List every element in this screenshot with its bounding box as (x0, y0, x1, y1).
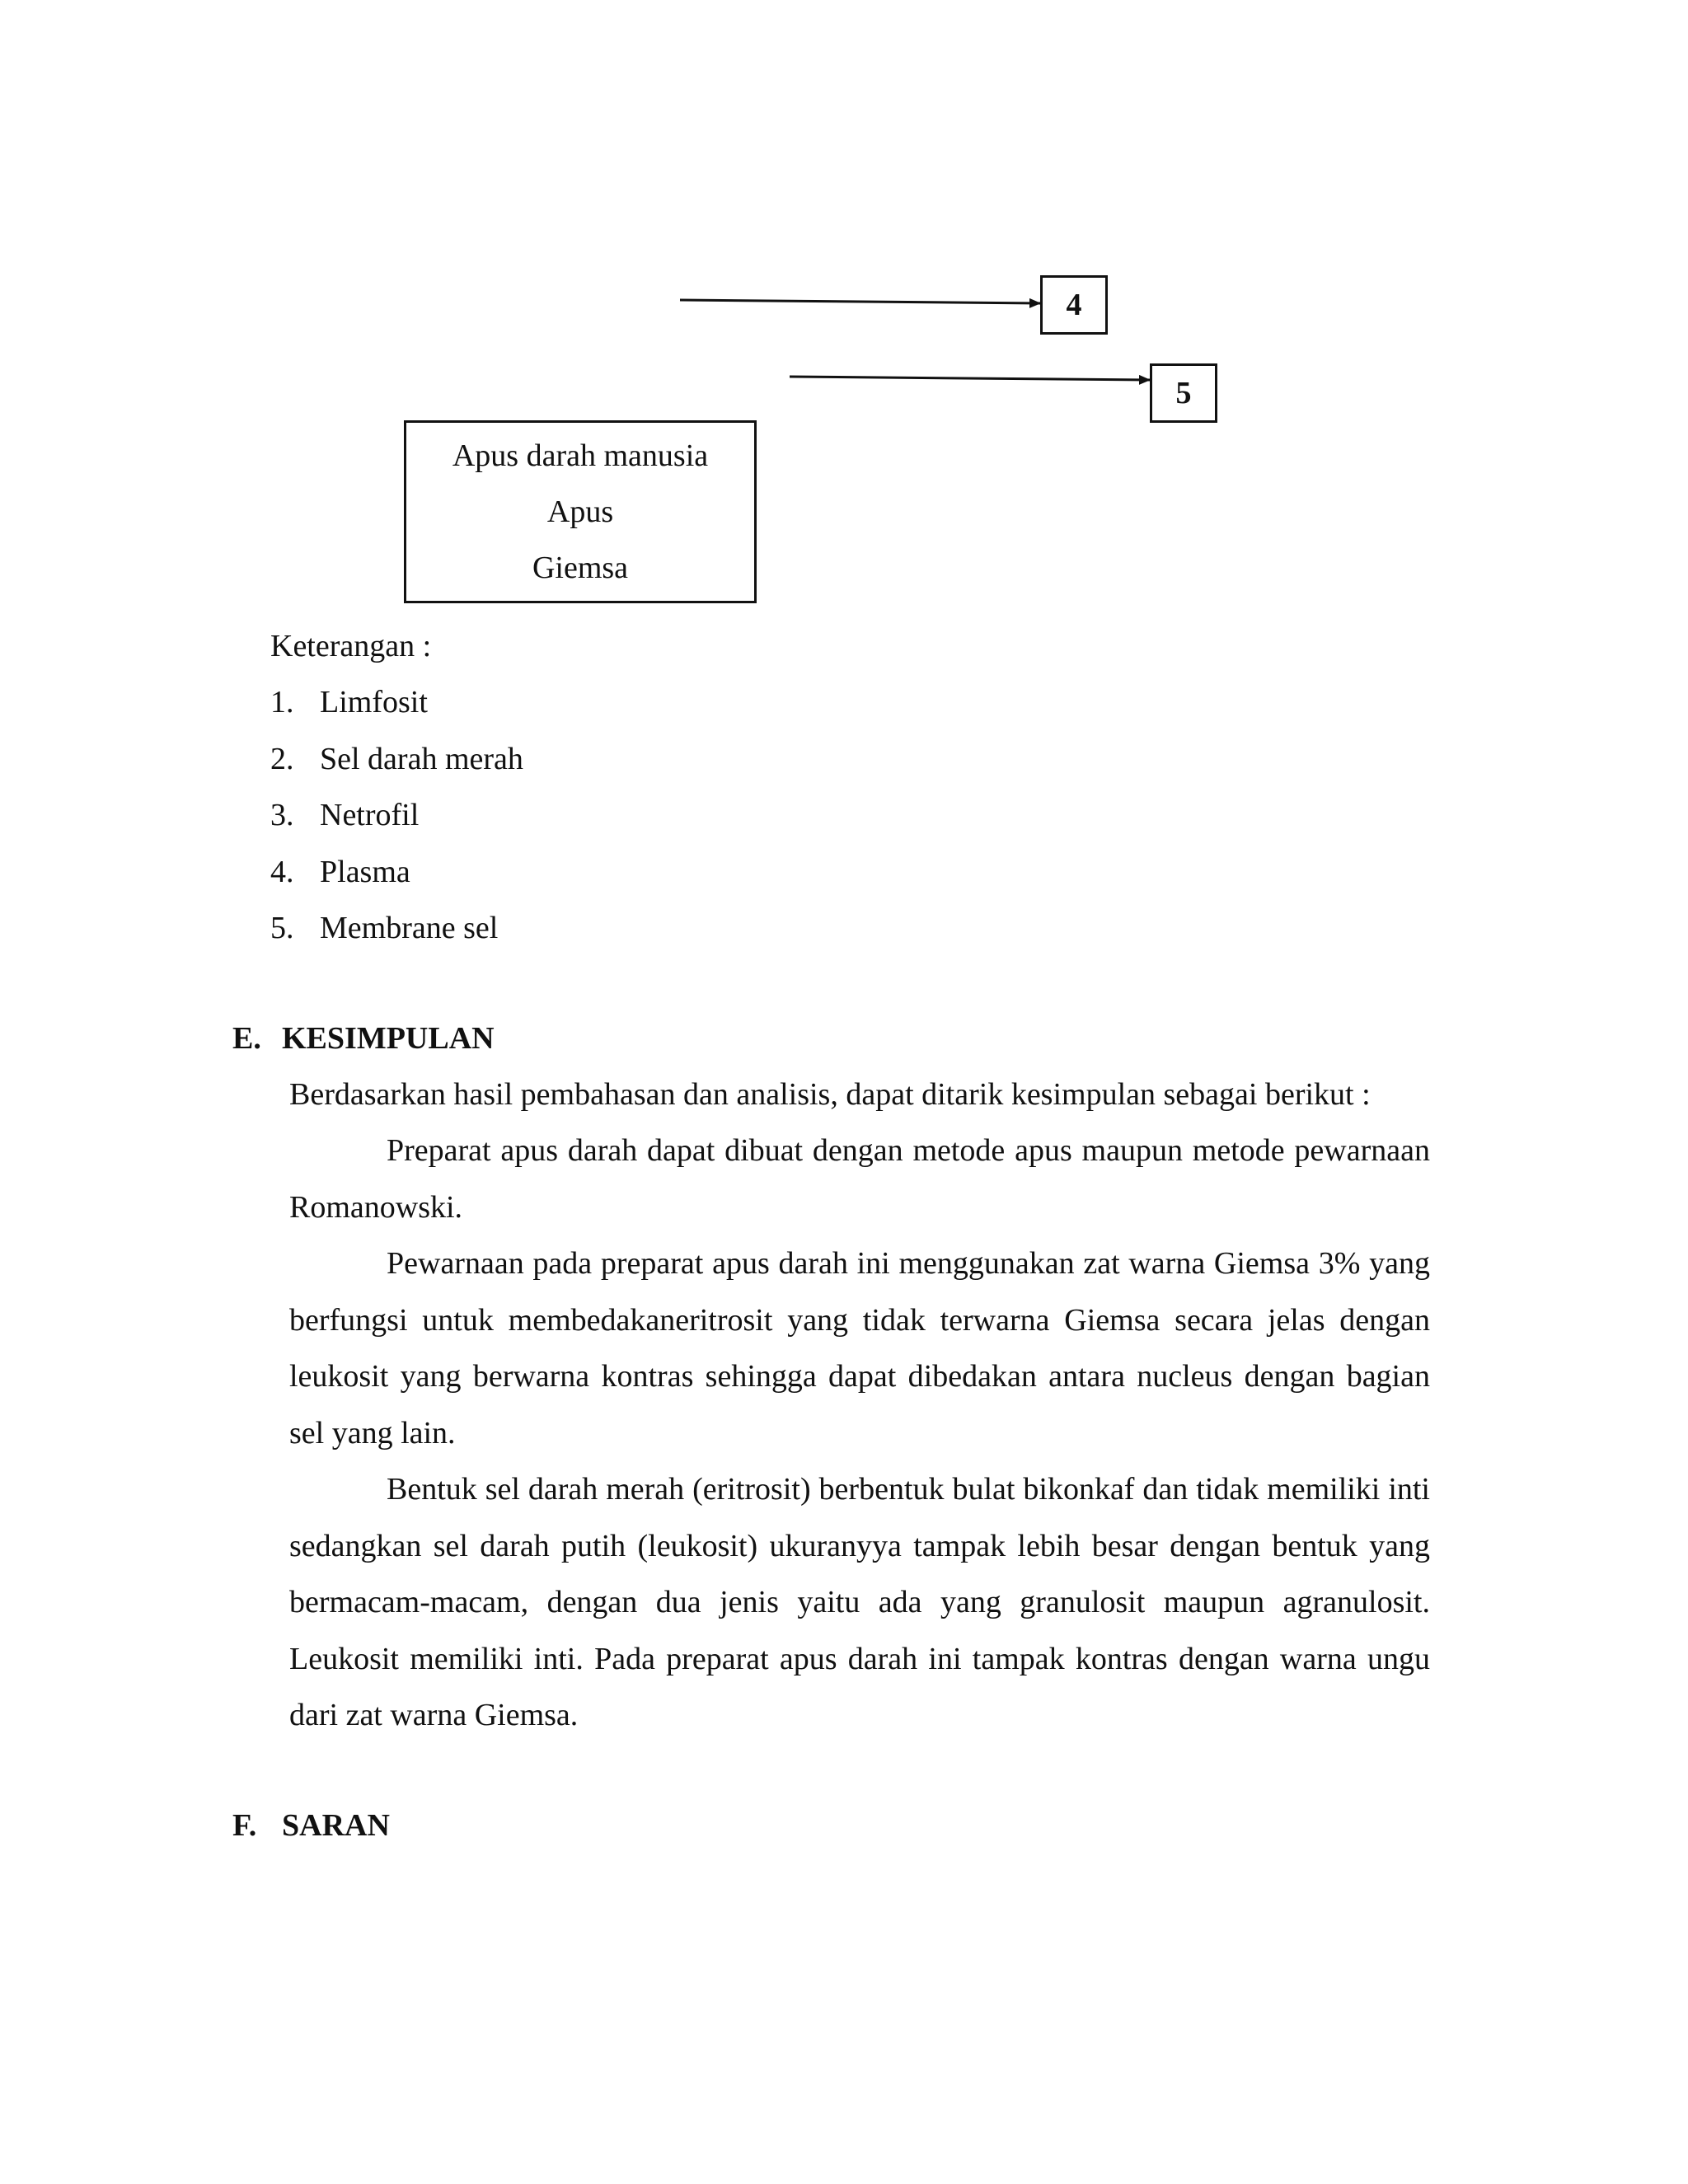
label-box-4 (1040, 275, 1108, 335)
conclusion-paragraph: Bentuk sel darah merah (eritrosit) berbentuk bulat bikonkaf dan tidak memiliki inti sedangkan sel darah putih (leukosit) ukuranyya tampak lebih besar dengan bentuk yang bermacam-macam, dengan dua jenis yaitu ada yang granulosit maupun agranulosit. Leukosit memiliki inti. Pada preparat apus darah ini tampak kontras dengan warna ungu dari zat warna Giemsa. (289, 1472, 1430, 1732)
section-heading-kesimpulan (232, 1010, 495, 1066)
legend-title: Keterangan : (270, 629, 432, 663)
arrow-to-label-4 (680, 300, 1040, 303)
caption-line: Giemsa (532, 551, 629, 585)
legend-item-number: 5. (270, 911, 294, 945)
section-letter: E. (232, 1021, 261, 1056)
legend-item-label: Netrofil (320, 798, 420, 832)
section-heading-saran (232, 1797, 390, 1854)
caption-line: Apus darah manusia (452, 438, 709, 473)
figure-caption-box (404, 420, 757, 603)
conclusion-intro: Berdasarkan hasil pembahasan dan analisis, dapat ditarik kesimpulan sebagai berikut : (289, 1077, 1371, 1112)
diagram-arrows (0, 0, 1688, 659)
legend-item-label: Sel darah merah (320, 741, 523, 776)
legend-item (270, 731, 523, 788)
legend-item-number: 1. (270, 685, 294, 719)
legend-item-label: Membrane sel (320, 911, 499, 945)
section-title: KESIMPULAN (282, 1021, 495, 1056)
legend-item-number: 4. (270, 854, 294, 889)
legend-item-label: Limfosit (320, 685, 428, 719)
section-title: SARAN (282, 1808, 390, 1843)
legend-list (270, 674, 523, 957)
legend-item (270, 844, 523, 901)
conclusion-paragraph: Pewarnaan pada preparat apus darah ini menggunakan zat warna Giemsa 3% yang berfungsi untuk membedakaneritrosit yang tidak terwarna Giemsa secara jelas dengan leukosit yang berwarna kontras sehingga dapat dibedakan antara nucleus dengan bagian sel yang lain. (289, 1246, 1430, 1451)
legend-item (270, 787, 523, 844)
legend-item (270, 900, 523, 957)
section-letter: F. (232, 1808, 257, 1843)
caption-line: Apus (546, 494, 614, 529)
legend-item-number: 3. (270, 798, 294, 832)
conclusion-paragraph: Preparat apus darah dapat dibuat dengan metode apus maupun metode pewarnaan Romanowski. (289, 1133, 1430, 1225)
label-box-5 (1150, 363, 1217, 423)
label-5-text: 5 (1175, 376, 1192, 410)
arrow-to-label-5 (790, 377, 1150, 380)
legend-item-label: Plasma (320, 854, 410, 889)
label-4-text: 4 (1066, 288, 1082, 322)
legend-item (270, 674, 523, 731)
legend-item-number: 2. (270, 741, 294, 776)
